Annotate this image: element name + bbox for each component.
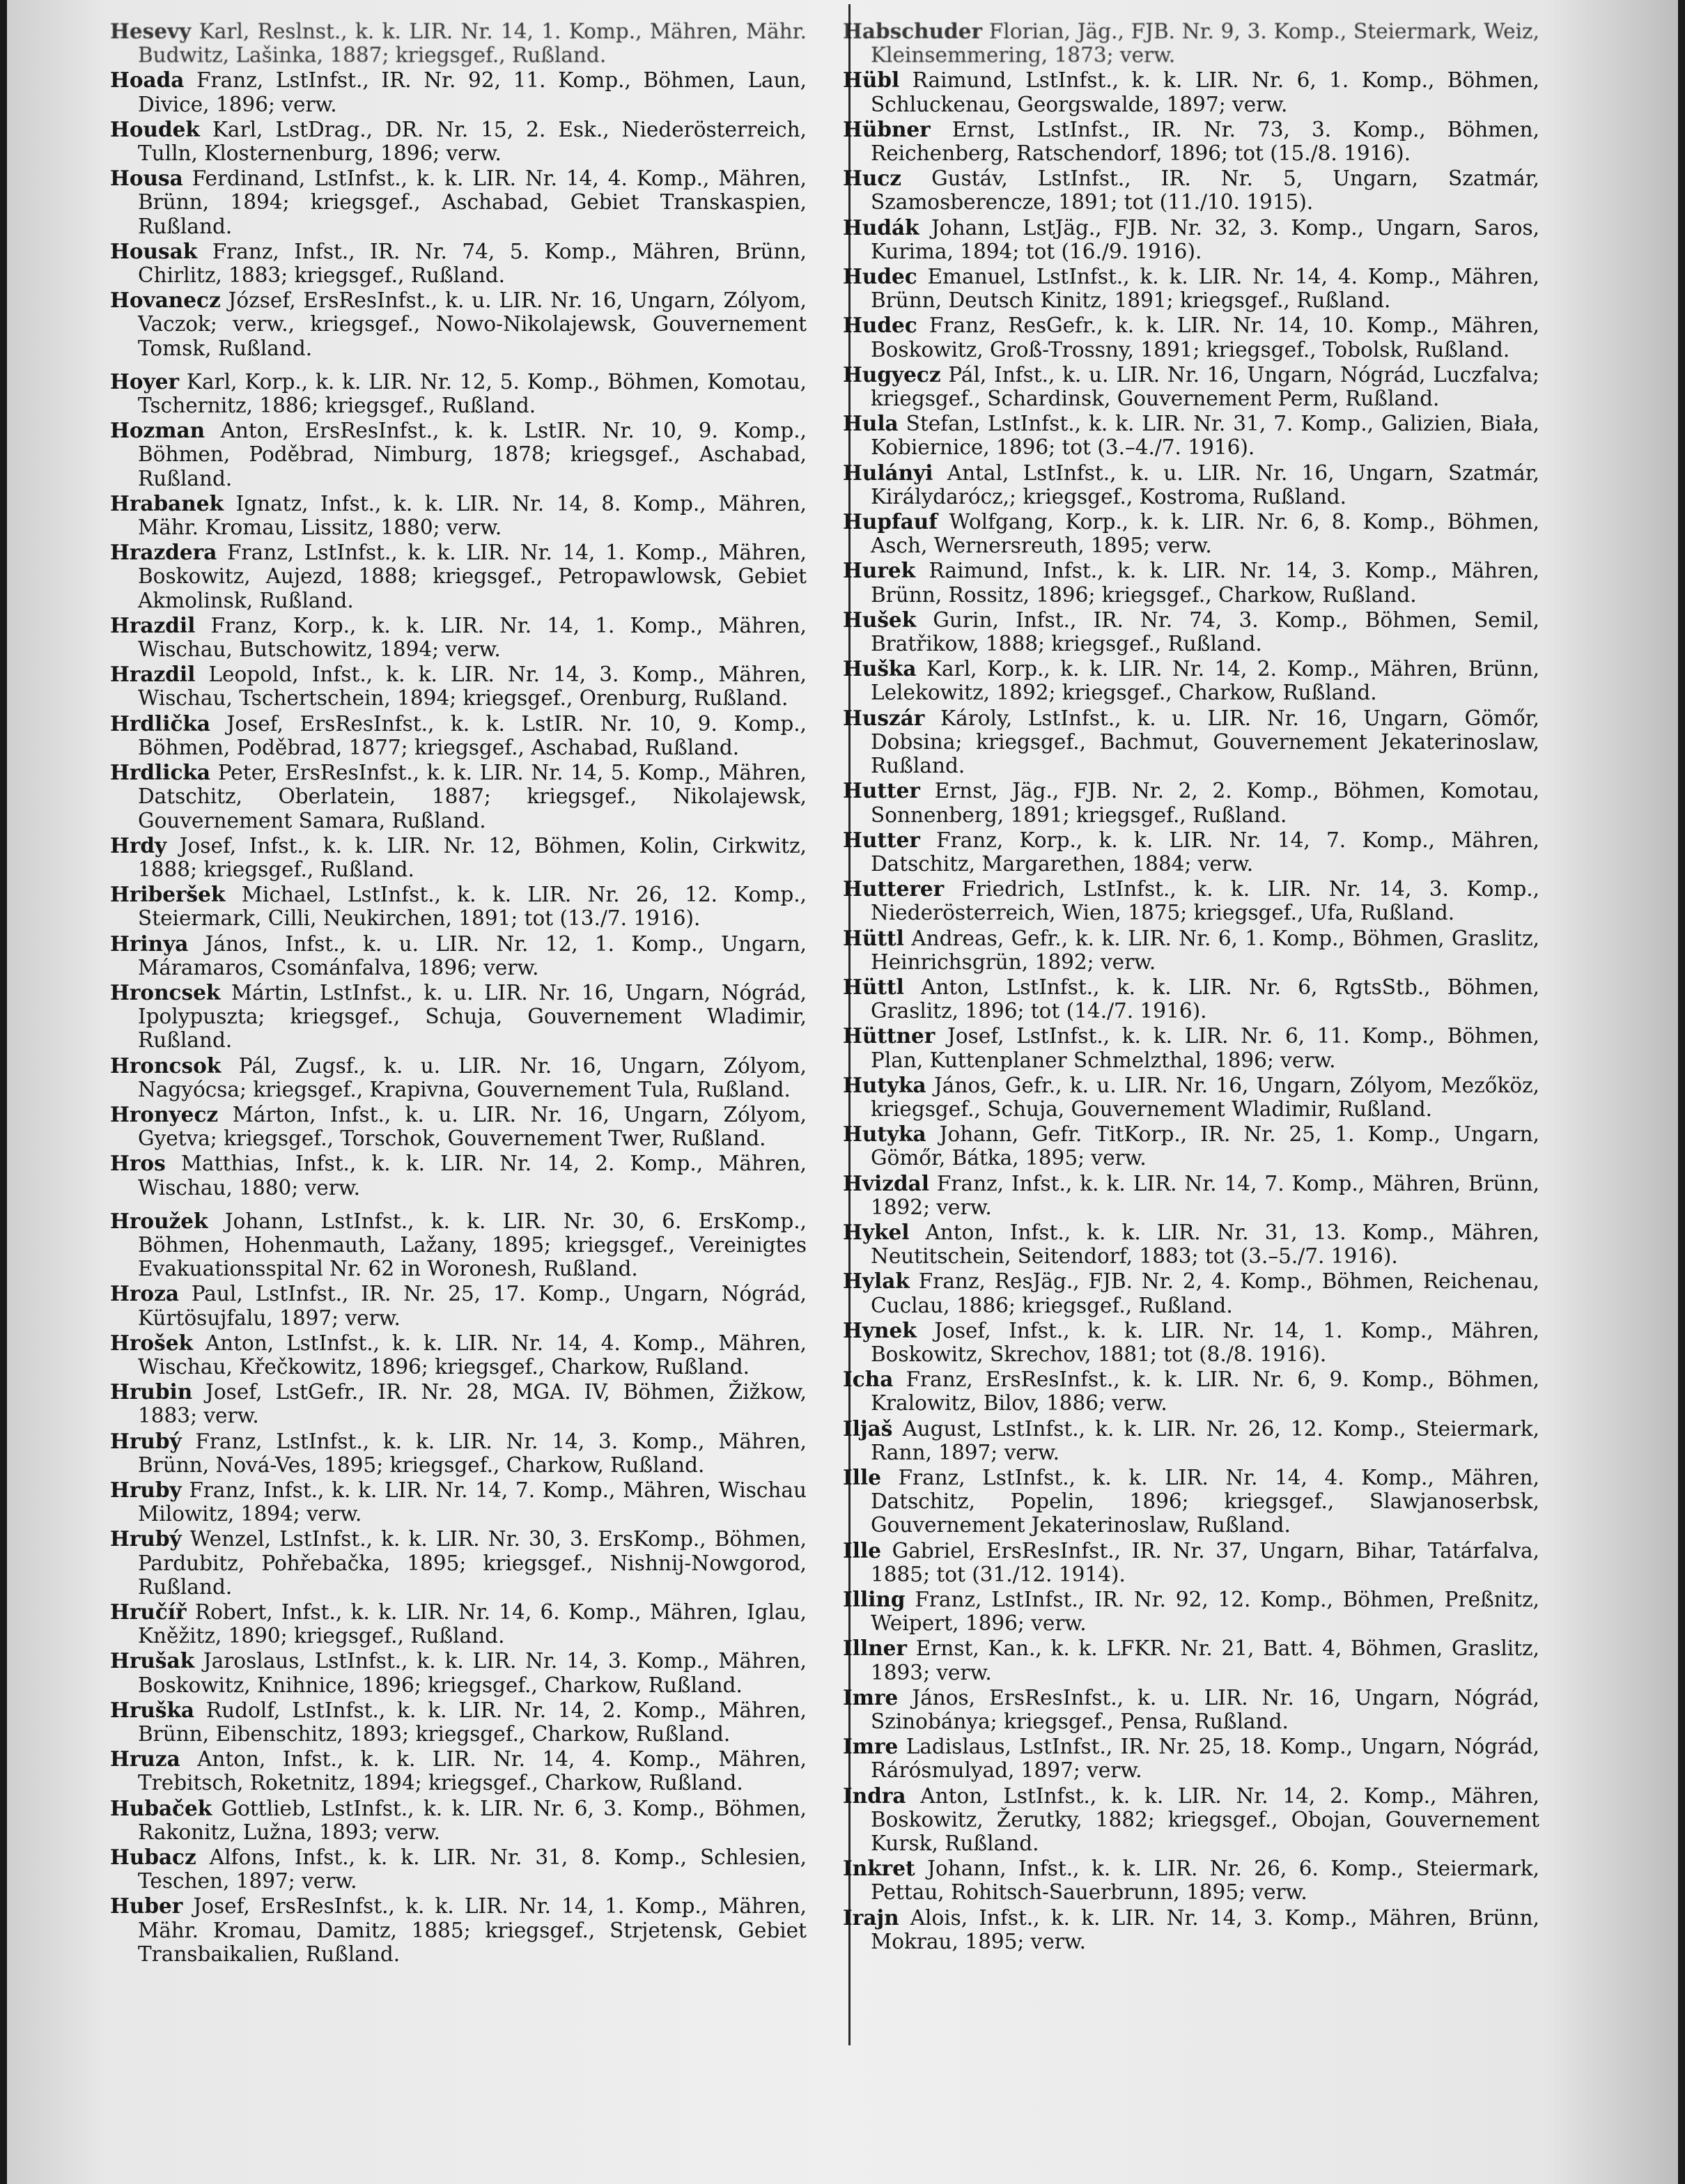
list-entry <box>843 927 1539 974</box>
entry-surname: Hriberšek <box>110 882 226 907</box>
list-entry <box>843 1906 1539 1953</box>
entry-surname: Hrdlicka <box>110 760 210 785</box>
list-entry <box>843 1172 1539 1219</box>
entry-details: Franz, LstInfst., IR. Nr. 92, 11. Komp., Böhmen, Laun, Divice, 1896; verw. <box>138 68 807 116</box>
list-entry <box>843 1024 1539 1071</box>
entry-details: Alfons, Infst., k. k. LIR. Nr. 31, 8. Komp., Schlesien, Teschen, 1897; verw. <box>138 1845 807 1893</box>
entry-details: József, ErsResInfst., k. u. LIR. Nr. 16, Ungarn, Zólyom, Vaczok; verw., kriegsgef., Nowo-Nikolajewsk, Gouvernement Tomsk, Rußland. <box>138 288 807 360</box>
list-entry <box>110 240 807 287</box>
list-entry <box>843 1784 1539 1856</box>
entry-details: Michael, LstInfst., k. k. LIR. Nr. 26, 12. Komp., Steiermark, Cilli, Neukirchen, 1891; tot (13./7. 1916). <box>138 883 807 931</box>
list-entry <box>843 20 1539 67</box>
entry-details: Leopold, Infst., k. k. LIR. Nr. 14, 3. Komp., Mähren, Wischau, Tschertschein, 1894; kriegsgef., Orenburg, Rußland. <box>138 663 807 711</box>
entry-details: Raimund, Infst., k. k. LIR. Nr. 14, 3. Komp., Mähren, Brünn, Rossitz, 1896; kriegsgef., Charkow, Rußland. <box>871 559 1539 607</box>
list-entry <box>843 608 1539 656</box>
entry-surname: Hros <box>110 1151 166 1176</box>
entry-details: Gottlieb, LstInfst., k. k. LIR. Nr. 6, 3. Komp., Böhmen, Rakonitz, Lužna, 1893; verw. <box>138 1796 807 1844</box>
entry-details: Josef, LstInfst., k. k. LIR. Nr. 6, 11. Komp., Böhmen, Plan, Kuttenplaner Schmelzthal, 1896; verw. <box>871 1024 1539 1072</box>
list-entry <box>110 1103 807 1150</box>
entry-surname: Iljaš <box>843 1416 893 1441</box>
list-entry <box>843 559 1539 606</box>
entry-surname: Hüttl <box>843 974 904 999</box>
list-entry <box>843 216 1539 263</box>
entry-details: Antal, LstInfst., k. u. LIR. Nr. 16, Ungarn, Szatmár, Királydarócz,; kriegsgef., Kostroma, Rußland. <box>871 460 1539 509</box>
entry-surname: Hrdy <box>110 832 167 858</box>
entry-surname: Hrdlička <box>110 711 210 736</box>
entry-surname: Icha <box>843 1367 894 1392</box>
entry-surname: Hrazdera <box>110 540 217 565</box>
entry-details: Anton, ErsResInfst., k. k. LstIR. Nr. 10, 9. Komp., Böhmen, Poděbrad, Nimburg, 1878; kriegsgef., Aschabad, Rußland. <box>138 419 807 490</box>
entry-surname: Hula <box>843 411 899 436</box>
entry-details: Anton, Infst., k. k. LIR. Nr. 14, 4. Komp., Mähren, Trebitsch, Roketnitz, 1894; kriegsgef., Charkow, Rußland. <box>138 1747 807 1795</box>
entry-surname: Hutter <box>843 827 920 852</box>
entry-surname: Huška <box>843 656 917 681</box>
entry-surname: Hulányi <box>843 460 933 485</box>
list-entry <box>843 1122 1539 1170</box>
list-entry <box>110 663 807 710</box>
list-entry <box>110 834 807 881</box>
list-entry <box>110 1331 807 1379</box>
list-entry <box>110 1747 807 1795</box>
list-entry <box>110 883 807 930</box>
entry-details: János, Infst., k. u. LIR. Nr. 12, 1. Komp., Ungarn, Máramaros, Csománfalva, 1896; verw. <box>138 931 807 979</box>
list-entry <box>110 492 807 539</box>
entry-surname: Hrabanek <box>110 490 224 516</box>
list-entry <box>110 1430 807 1477</box>
list-entry <box>110 1649 807 1696</box>
entry-surname: Hovanecz <box>110 288 221 313</box>
left-column <box>110 20 807 1967</box>
entry-surname: Hroužek <box>110 1208 208 1233</box>
entry-details: Karl, Korp., k. k. LIR. Nr. 14, 2. Komp., Mähren, Brünn, Lelekowitz, 1892; kriegsgef., Charkow, Rußland. <box>871 657 1539 705</box>
entry-surname: Hudec <box>843 264 917 289</box>
entry-surname: Irajn <box>843 1905 899 1930</box>
entry-details: Franz, LstInfst., k. k. LIR. Nr. 14, 1. Komp., Mähren, Boskowitz, Aujezd, 1888; kriegsgef., Petropawlowsk, Gebiet Akmolinsk, Rußland. <box>138 541 807 612</box>
entry-surname: Hutyka <box>843 1072 926 1097</box>
entry-details: Johann, Infst., k. k. LIR. Nr. 26, 6. Komp., Steiermark, Pettau, Rohitsch-Sauerbrunn, 1895; verw. <box>871 1857 1539 1905</box>
list-entry <box>843 118 1539 165</box>
list-entry <box>110 1380 807 1427</box>
list-entry <box>843 657 1539 704</box>
entry-details: Mártin, LstInfst., k. u. LIR. Nr. 16, Ungarn, Nógrád, Ipolypuszta; kriegsgef., Schuja, Gouvernement Wladimir, Rußland. <box>138 980 807 1053</box>
entry-surname: Hručíř <box>110 1600 187 1624</box>
entry-details: Gabriel, ErsResInfst., IR. Nr. 37, Ungarn, Bihar, Tatárfalva, 1885; tot (31./12. 1914). <box>871 1538 1539 1586</box>
entry-surname: Hylak <box>843 1269 910 1294</box>
entry-surname: Hruza <box>110 1747 180 1772</box>
list-entry <box>843 779 1539 826</box>
entry-surname: Hubaček <box>110 1795 212 1820</box>
list-entry <box>110 761 807 832</box>
entry-details: Pál, Zugsf., k. u. LIR. Nr. 16, Ungarn, Zólyom, Nagyócsa; kriegsgef., Krapivna, Gouvernement Tula, Rußland. <box>138 1053 807 1101</box>
entry-details: Paul, LstInfst., IR. Nr. 25, 17. Komp., Ungarn, Nógrád, Kürtösujfalu, 1897; verw. <box>138 1282 807 1330</box>
entry-details: Ignatz, Infst., k. k. LIR. Nr. 14, 8. Komp., Mähren, Mähr. Kromau, Lissitz, 1880; verw. <box>138 491 807 540</box>
entry-details: Rudolf, LstInfst., k. k. LIR. Nr. 14, 2. Komp., Mähren, Brünn, Eibenschitz, 1893; kriegsgef., Charkow, Rußland. <box>138 1698 807 1747</box>
entry-details: Ferdinand, LstInfst., k. k. LIR. Nr. 14, 4. Komp., Mähren, Brünn, 1894; kriegsgef., Aschabad, Gebiet Transkaspien, Rußland. <box>138 166 807 238</box>
entry-details: Alois, Infst., k. k. LIR. Nr. 14, 3. Komp., Mähren, Brünn, Mokrau, 1895; verw. <box>871 1905 1539 1953</box>
entry-details: Florian, Jäg., FJB. Nr. 9, 3. Komp., Steiermark, Weiz, Kleinsemmering, 1873; verw. <box>871 20 1539 68</box>
entry-details: Stefan, LstInfst., k. k. LIR. Nr. 31, 7. Komp., Galizien, Biała, Kobiernice, 1896; tot (3.–4./7. 1916). <box>871 412 1539 460</box>
entry-surname: Hrazdil <box>110 662 196 687</box>
entry-surname: Hruby <box>110 1477 182 1502</box>
entry-surname: Huber <box>110 1893 183 1919</box>
entry-surname: Hudák <box>843 215 919 240</box>
list-entry <box>843 412 1539 459</box>
entry-details: Josef, LstGefr., IR. Nr. 28, MGA. IV, Böhmen, Žižkow, 1883; verw. <box>138 1380 807 1428</box>
entry-surname: Indra <box>843 1783 906 1808</box>
entry-surname: Hübner <box>843 116 931 141</box>
list-entry <box>843 877 1539 924</box>
entry-details: Franz, Infst., IR. Nr. 74, 5. Komp., Mähren, Brünn, Chirlitz, 1883; kriegsgef., Rußland. <box>138 239 807 288</box>
entry-surname: Hrazdil <box>110 612 196 637</box>
list-entry <box>843 68 1539 116</box>
entry-details: Gurin, Infst., IR. Nr. 74, 3. Komp., Böhmen, Semil, Bratřikow, 1888; kriegsgef., Rußland. <box>871 607 1539 656</box>
list-entry <box>110 1797 807 1844</box>
entry-surname: Hübl <box>843 68 900 93</box>
list-entry <box>110 1845 807 1893</box>
list-entry <box>843 706 1539 778</box>
list-entry <box>110 1600 807 1648</box>
list-entry <box>843 1269 1539 1317</box>
entry-details: Franz, LstInfst., k. k. LIR. Nr. 14, 3. Komp., Mähren, Brünn, Nová-Ves, 1895; kriegsgef., Charkow, Rußland. <box>138 1429 807 1477</box>
entry-details: Robert, Infst., k. k. LIR. Nr. 14, 6. Komp., Mähren, Iglau, Kněžitz, 1890; kriegsgef., Rußland. <box>138 1600 807 1648</box>
entry-surname: Hudec <box>843 313 917 338</box>
entry-surname: Hvizdal <box>843 1170 929 1195</box>
entry-details: Johann, Gefr. TitKorp., IR. Nr. 25, 1. Komp., Ungarn, Gömőr, Bátka, 1895; verw. <box>871 1122 1539 1170</box>
entry-details: Raimund, LstInfst., k. k. LIR. Nr. 6, 1. Komp., Böhmen, Schluckenau, Georgswalde, 1897; verw. <box>871 68 1539 116</box>
list-entry <box>110 981 807 1053</box>
list-entry <box>843 1221 1539 1268</box>
entry-details: Anton, LstInfst., k. k. LIR. Nr. 14, 2. Komp., Mähren, Boskowitz, Žerutky, 1882; kriegsgef., Obojan, Gouvernement Kursk, Rußland. <box>871 1783 1539 1856</box>
entry-surname: Habschuder <box>843 19 983 43</box>
entry-details: Franz, Infst., k. k. LIR. Nr. 14, 7. Komp., Mähren, Brünn, 1892; verw. <box>871 1171 1539 1219</box>
list-entry <box>843 1539 1539 1586</box>
entry-details: Franz, Korp., k. k. LIR. Nr. 14, 1. Komp., Mähren, Wischau, Butschowitz, 1894; verw. <box>138 613 807 662</box>
list-entry <box>843 265 1539 312</box>
list-entry <box>110 614 807 661</box>
entry-details: Jaroslaus, LstInfst., k. k. LIR. Nr. 14, 3. Komp., Mähren, Boskowitz, Knihnice, 1896; kriegsgef., Charkow, Rußland. <box>138 1649 807 1697</box>
list-entry <box>110 1152 807 1199</box>
entry-details: Franz, ResJäg., FJB. Nr. 2, 4. Komp., Böhmen, Reichenau, Cuclau, 1886; kriegsgef., Rußland. <box>871 1269 1539 1317</box>
entry-surname: Imre <box>843 1734 899 1759</box>
entry-details: Josef, Infst., k. k. LIR. Nr. 12, Böhmen, Kolin, Cirkwitz, 1888; kriegsgef., Rußland. <box>138 833 807 881</box>
entry-details: Anton, LstInfst., k. k. LIR. Nr. 14, 4. Komp., Mähren, Wischau, Křečkowitz, 1896; kriegsgef., Charkow, Rußland. <box>138 1331 807 1379</box>
entry-surname: Hušek <box>843 607 917 632</box>
entry-surname: Ille <box>843 1538 881 1563</box>
entry-details: Karl, Reslnst., k. k. LIR. Nr. 14, 1. Komp., Mähren, Mähr. Budwitz, Lašinka, 1887; kriegsgef., Rußland. <box>138 20 807 68</box>
entry-details: Anton, LstInfst., k. k. LIR. Nr. 6, RgtsStb., Böhmen, Graslitz, 1896; tot (14./7. 1916). <box>871 975 1539 1023</box>
list-entry <box>843 828 1539 876</box>
list-entry <box>843 313 1539 361</box>
entry-details: Franz, LstInfst., IR. Nr. 92, 12. Komp., Böhmen, Preßnitz, Weipert, 1896; verw. <box>871 1588 1539 1636</box>
right-column <box>843 20 1539 1955</box>
entry-details: Josef, ErsResInfst., k. k. LIR. Nr. 14, 1. Komp., Mähren, Mähr. Kromau, Damitz, 1885; kriegsgef., Strjetensk, Gebiet Transbaikalien, Rußland. <box>138 1894 807 1966</box>
entry-surname: Housa <box>110 166 183 191</box>
entry-surname: Hüttner <box>843 1023 935 1048</box>
entry-details: Pál, Infst., k. u. LIR. Nr. 16, Ungarn, Nógrád, Luczfalva; kriegsgef., Schardinsk, Gouvernement Perm, Rußland. <box>871 362 1539 411</box>
list-entry <box>110 1209 807 1281</box>
entry-surname: Hynek <box>843 1317 917 1342</box>
list-entry <box>110 1478 807 1526</box>
entry-surname: Hurek <box>843 558 916 583</box>
entry-details: Gustáv, LstInfst., IR. Nr. 5, Ungarn, Szatmár, Szamosberencze, 1891; tot (11./10. 1915). <box>871 166 1539 215</box>
entry-surname: Hubacz <box>110 1845 196 1870</box>
list-entry <box>110 20 807 67</box>
entry-surname: Imre <box>843 1685 899 1710</box>
entry-surname: Hozman <box>110 418 205 443</box>
entry-surname: Hronyecz <box>110 1101 219 1126</box>
list-entry <box>843 510 1539 557</box>
list-entry <box>843 363 1539 410</box>
list-entry <box>110 1054 807 1101</box>
entry-surname: Hüttl <box>843 925 904 950</box>
entry-details: Franz, Korp., k. k. LIR. Nr. 14, 7. Komp., Mähren, Datschitz, Margarethen, 1884; verw. <box>871 828 1539 876</box>
entry-details: Anton, Infst., k. k. LIR. Nr. 31, 13. Komp., Mähren, Neutitschein, Seitendorf, 1883; tot (3.–5./7. 1916). <box>871 1220 1539 1269</box>
list-entry <box>110 712 807 759</box>
list-entry <box>843 1686 1539 1733</box>
entry-surname: Hoyer <box>110 369 180 394</box>
entry-surname: Illing <box>843 1587 906 1611</box>
entry-surname: Hrinya <box>110 931 189 956</box>
entry-details: Johann, LstJäg., FJB. Nr. 32, 3. Komp., Ungarn, Saros, Kurima, 1894; tot (16./9. 1916). <box>871 215 1539 263</box>
entry-details: Ernst, Jäg., FJB. Nr. 2, 2. Komp., Böhmen, Komotau, Sonnenberg, 1891; kriegsgef., Rußland. <box>871 779 1539 827</box>
list-entry <box>110 118 807 165</box>
entry-surname: Hroncsok <box>110 1053 222 1078</box>
entry-surname: Hrubý <box>110 1526 182 1551</box>
entry-surname: Hugyecz <box>843 362 941 387</box>
document-page <box>7 0 1678 2184</box>
list-entry <box>843 1735 1539 1782</box>
entry-surname: Hrubin <box>110 1379 193 1404</box>
list-entry <box>843 1074 1539 1121</box>
entry-surname: Hutterer <box>843 876 945 901</box>
entry-details: Károly, LstInfst., k. u. LIR. Nr. 16, Ungarn, Gömőr, Dobsina; kriegsgef., Bachmut, Gouvernement Jekaterinoslaw, Rußland. <box>871 706 1539 778</box>
entry-surname: Hesevy <box>110 19 192 43</box>
list-entry <box>843 1636 1539 1684</box>
list-entry <box>843 1466 1539 1538</box>
list-entry <box>110 288 807 360</box>
entry-details: Andreas, Gefr., k. k. LIR. Nr. 6, 1. Komp., Böhmen, Graslitz, Heinrichsgrün, 1892; verw. <box>871 926 1539 974</box>
entry-surname: Hoada <box>110 68 185 93</box>
list-entry <box>843 1368 1539 1415</box>
list-entry <box>110 1698 807 1746</box>
list-entry <box>843 1319 1539 1366</box>
list-entry <box>843 461 1539 509</box>
list-entry <box>110 932 807 979</box>
entry-details: Franz, ResGefr., k. k. LIR. Nr. 14, 10. Komp., Mähren, Boskowitz, Groß-Trossny, 1891; kriegsgef., Tobolsk, Rußland. <box>871 313 1539 362</box>
list-entry <box>110 68 807 116</box>
entry-details: Ladislaus, LstInfst., IR. Nr. 25, 18. Komp., Ungarn, Nógrád, Rárósmulyad, 1897; verw. <box>871 1735 1539 1783</box>
entry-surname: Hutyka <box>843 1122 926 1147</box>
entry-surname: Inkret <box>843 1856 915 1881</box>
entry-details: Matthias, Infst., k. k. LIR. Nr. 14, 2. Komp., Mähren, Wischau, 1880; verw. <box>138 1152 807 1200</box>
entry-details: Franz, ErsResInfst., k. k. LIR. Nr. 6, 9. Komp., Böhmen, Kralowitz, Bilov, 1886; verw. <box>871 1368 1539 1416</box>
entry-details: Franz, Infst., k. k. LIR. Nr. 14, 7. Komp., Mähren, Wischau Milowitz, 1894; verw. <box>138 1478 807 1526</box>
list-entry <box>843 1857 1539 1904</box>
entry-surname: Hutter <box>843 778 920 803</box>
entry-details: Ernst, LstInfst., IR. Nr. 73, 3. Komp., Böhmen, Reichenberg, Ratschendorf, 1896; tot (15./8. 1916). <box>871 117 1539 166</box>
entry-surname: Hupfauf <box>843 509 938 534</box>
list-entry <box>843 166 1539 214</box>
list-entry <box>110 370 807 417</box>
list-entry <box>110 166 807 238</box>
entry-details: Wolfgang, Korp., k. k. LIR. Nr. 6, 8. Komp., Böhmen, Asch, Wernersreuth, 1895; verw. <box>871 510 1539 558</box>
entry-details: Márton, Infst., k. u. LIR. Nr. 16, Ungarn, Zólyom, Gyetva; kriegsgef., Torschok, Gouvernement Twer, Rußland. <box>138 1102 807 1151</box>
list-entry <box>110 1894 807 1966</box>
entry-surname: Ille <box>843 1464 881 1489</box>
entry-surname: Hroza <box>110 1281 179 1306</box>
entry-details: Wenzel, LstInfst., k. k. LIR. Nr. 30, 3. ErsKomp., Böhmen, Pardubitz, Pohřebačka, 1895; kriegsgef., Nishnij-Nowgorod, Rußland. <box>138 1527 807 1599</box>
list-entry <box>110 541 807 612</box>
list-entry <box>110 419 807 490</box>
entry-details: Josef, Infst., k. k. LIR. Nr. 14, 1. Komp., Mähren, Boskowitz, Skrechov, 1881; tot (8./8. 1916). <box>871 1318 1539 1366</box>
entry-surname: Hrušak <box>110 1648 195 1673</box>
entry-details: János, Gefr., k. u. LIR. Nr. 16, Ungarn, Zólyom, Mezőköz, kriegsgef., Schuja, Gouvernement Wladimir, Rußland. <box>871 1073 1539 1121</box>
entry-surname: Hruška <box>110 1697 195 1722</box>
entry-surname: Hrošek <box>110 1330 193 1355</box>
entry-surname: Hucz <box>843 166 902 191</box>
entry-details: Ernst, Kan., k. k. LFKR. Nr. 21, Batt. 4, Böhmen, Graslitz, 1893; verw. <box>871 1636 1539 1685</box>
entry-surname: Houdek <box>110 116 200 141</box>
entry-details: Josef, ErsResInfst., k. k. LstIR. Nr. 10, 9. Komp., Böhmen, Poděbrad, 1877; kriegsgef., Aschabad, Rußland. <box>138 711 807 759</box>
entry-details: Friedrich, LstInfst., k. k. LIR. Nr. 14, 3. Komp., Niederösterreich, Wien, 1875; kriegsgef., Ufa, Rußland. <box>871 877 1539 925</box>
list-entry <box>843 1588 1539 1635</box>
list-entry <box>843 1417 1539 1464</box>
entry-surname: Housak <box>110 238 198 263</box>
entry-details: Peter, ErsResInfst., k. k. LIR. Nr. 14, 5. Komp., Mähren, Datschitz, Oberlatein, 1887; kriegsgef., Nikolajewsk, Gouvernement Samara, Rußland. <box>138 761 807 832</box>
entry-surname: Huszár <box>843 705 925 730</box>
list-entry <box>843 975 1539 1023</box>
entry-details: Johann, LstInfst., k. k. LIR. Nr. 30, 6. ErsKomp., Böhmen, Hohenmauth, Lažany, 1895; kriegsgef., Vereinigtes Evakuationsspital Nr. 62 in Woronesh, Rußland. <box>138 1209 807 1281</box>
entry-details: János, ErsResInfst., k. u. LIR. Nr. 16, Ungarn, Nógrád, Szinobánya; kriegsgef., Pensa, Rußland. <box>871 1685 1539 1734</box>
entry-surname: Illner <box>843 1636 907 1661</box>
entry-details: Emanuel, LstInfst., k. k. LIR. Nr. 14, 4. Komp., Mähren, Brünn, Deutsch Kinitz, 1891; kriegsgef., Rußland. <box>871 265 1539 313</box>
entry-surname: Hrubý <box>110 1428 182 1453</box>
entry-surname: Hykel <box>843 1219 910 1244</box>
entry-surname: Hroncsek <box>110 979 221 1005</box>
entry-details: Franz, LstInfst., k. k. LIR. Nr. 14, 4. Komp., Mähren, Datschitz, Popelin, 1896; kriegsgef., Slawjanoserbsk, Gouvernement Jekaterinoslaw, Rußland. <box>871 1465 1539 1538</box>
entry-details: Karl, LstDrag., DR. Nr. 15, 2. Esk., Niederösterreich, Tulln, Klosternenburg, 1896; verw. <box>138 117 807 166</box>
list-entry <box>110 1527 807 1599</box>
entry-details: August, LstInfst., k. k. LIR. Nr. 26, 12. Komp., Steiermark, Rann, 1897; verw. <box>871 1416 1539 1464</box>
list-entry <box>110 1282 807 1329</box>
entry-details: Karl, Korp., k. k. LIR. Nr. 12, 5. Komp., Böhmen, Komotau, Tschernitz, 1886; kriegsgef., Rußland. <box>138 369 807 418</box>
